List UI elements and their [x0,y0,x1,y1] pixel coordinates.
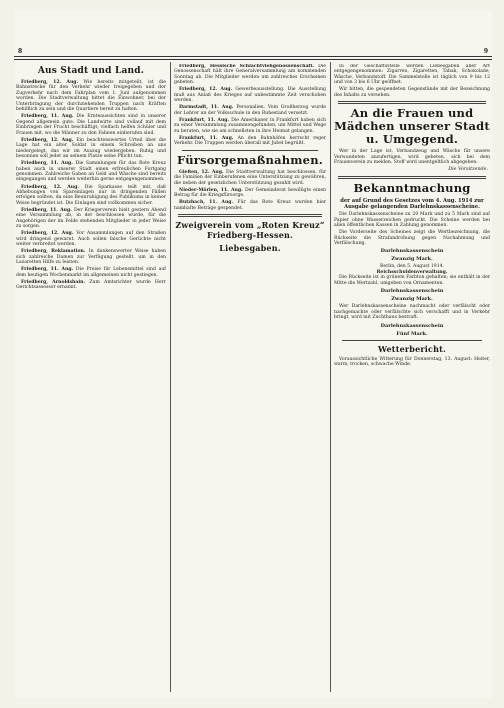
appeal-text: Wer in der Lage ist, Verbandzeug und Wäsche für unsere Verwundeten anzufertigen, wird gebeten, sich bei dem Frauenverein zu melden. Stoff wird unentgeltlich abgegeben. [334,149,490,166]
column-1 [16,64,166,690]
article-text: Die Sparkasse teilt mit, daß Abhebungen von Spareinlagen nur in dringenden Fällen erfolgen sollten, da eine Beunruhigung des Publikums in keiner Weise begründet ist. Die Einlagen sind vollkommen sicher. [16,184,166,206]
note-heading-1: Darlehnskassenschein [380,248,444,255]
article-text: An den Bahnhöfen herrscht reger Verkehr. Die Truppen werden überall mit Jubel begrüßt. [174,135,326,147]
article-lead: Darmstadt, 11. Aug. [179,105,237,111]
welfare-articles [174,170,326,211]
article-text: Der Kriegerverein hielt gestern Abend eine Versammlung ab, in der beschlossen wurde, für die Angehörigen der im Felde stehenden Mitglieder in jeder Weise zu sorgen. [16,207,166,230]
divider [182,150,318,151]
article-text: Ein beachtenswertes Urteil über die Lage hat ein alter Soldat in einem Schreiben an uns niedergelegt, das wir im Auszug wiedergeben. Ruhig und besonnen soll jeder an seinem Platze seine Pflicht tun. [16,137,166,160]
divider [338,176,486,179]
article-lead: Friedberg, 12. Aug. [21,137,77,143]
article-text: Der Gemeinderat bewilligte einen Betrag für die Kriegsfürsorge. [174,187,326,199]
red-cross-subheading: Liebesgaben. [219,243,281,254]
article-paragraph [174,200,326,211]
article-paragraph [174,87,326,103]
article-paragraph [334,304,490,320]
article-paragraph [174,170,326,186]
weather-text: Voraussichtliche Witterung für Donnerstag, 13. August: Heiter, warm, trocken, schwache Winde. [334,356,490,368]
note-heading-2: Darlehnskassenschein [380,288,444,295]
article-paragraph [16,185,166,207]
page-number-left: 8 [18,48,23,55]
appeal-signature: Die Vorsitzende. [448,167,488,173]
article-paragraph [334,87,490,98]
article-text: Vor Ansammlungen auf den Straßen wird dringend gewarnt. Auch sollen falsche Gerüchte nicht weiter verbreitet werden. [16,231,166,248]
article-paragraph [174,64,326,86]
article-paragraph [16,249,166,265]
article-text: Wer Darlehnskassenscheine nachmacht oder verfälscht oder nachgemachte oder verfälschte sich verschafft und in Verkehr bringt, wird mit Zuchthaus bestraft. [334,304,490,321]
article-paragraph [16,114,166,136]
notice-articles-3 [334,304,490,320]
article-paragraph [16,138,166,160]
article-text: Die Rückseite ist in grünem Farbton gehalten; sie enthält in der Mitte die Wertzahl, umgeben von Ornamenten. [334,275,490,286]
article-text: Die Ernteaussichten sind in unserer Gegend allgemein gute. Die Landwirte sind vollauf mit dem Einbringen der Frucht beschäftigt; vielfach helfen Schüler und Frauen mit, wo die Männer zu den Fahnen einberufen sind. [16,114,166,136]
article-text: Die Sammlungen für das Rote Kreuz haben auch in unserer Stadt einen erfreulichen Fortgang genommen. Zahlreiche Gaben an Geld und Wäsche sind bereits eingegangen und werden weiterhin gerne entgegengenommen. [16,161,166,183]
article-text: Die Amerikaner in Frankfurt haben sich zu einer Versammlung zusammengefunden, um Mittel und Wege zu beraten, wie sie am schnellsten in ihre Heimat gelangen. [174,117,326,134]
article-text: In dankenswerter Weise haben sich zahlreiche Damen zur Verfügung gestellt, um in den Lazaretten Hilfe zu leisten. [16,249,166,266]
section-heading-local-news: Aus Stadt und Land. [37,66,145,76]
article-lead: Friedberg, 12. Aug. [179,87,236,93]
notice-articles-2 [334,275,490,286]
article-paragraph [16,208,166,230]
article-paragraph [334,212,490,228]
article-text: Gewerbeausstellung. Die Ausstellung muß aus Anlaß des Krieges auf unbestimmte Zeit verschoben werden. [174,87,326,104]
article-text: Die Darlehnskassenscheine zu 20 Mark und zu 5 Mark sind auf Papier ohne Wasserzeichen gedruckt. Die Scheine werden bei allen öffentlichen Kassen in Zahlung genommen. [334,212,490,229]
note-value-1: Zwanzig Mark. [391,256,433,263]
article-text: Die Vorderseite des Scheines zeigt die Wertbezeichnung, die Rückseite die Strafandrohung gegen Nachahmung und Verfälschung. [334,230,490,246]
article-lead: Friedberg, 11. Aug. [21,161,76,167]
article-lead: Friedberg, Arnoldshain. [21,279,90,285]
article-text: In der Geschäftsstelle werden Liebesgaben aller Art entgegengenommen: Zigarren, Zigaretten, Tabak, Schokolade, Wäsche, Verbandstoff. Die Sammelstelle ist täglich von 9 bis 12 und von 3 bis 6 Uhr geöffnet. [334,64,490,86]
article-lead: Gießen, 12. Aug. [179,169,226,175]
column-2 [174,64,326,690]
article-lead: Friedberg, 11. Aug. [21,114,77,120]
article-lead: Butzbach, 11. Aug. [179,200,238,206]
column-3 [334,64,490,690]
article-text: Die Stadtverwaltung hat beschlossen, für die Familien der Einberufenen eine Unterstützung zu gewähren, die neben der gesetzlichen Unterstützung gezahlt wird. [174,169,326,186]
article-lead: Friedberg, 11. Aug. [21,267,76,273]
article-lead: Friedberg, Reklamation. [21,249,89,255]
note-value-3: Fünf Mark. [396,330,428,337]
article-lead: Friedberg, 12. Aug. [21,184,85,190]
article-text: Für das Rote Kreuz wurden hier namhafte Beträge gespendet. [174,200,326,211]
article-paragraph [174,118,326,134]
column-2-top-articles [174,64,326,147]
article-paragraph [16,231,166,247]
divider [338,101,486,104]
section-heading-welfare: Fürsorgemaßnahmen. [177,152,323,167]
notice-subheading: der auf Grund des Gesetzes vom 4. Aug. 1914 zur Ausgabe gelangenden Darlehnskassenscheine. [340,197,484,210]
article-paragraph [174,188,326,199]
article-lead: Friedberg, Hessische Schlachtviehgenossenschaft. [179,64,319,69]
article-paragraph [16,80,166,113]
divider [178,214,322,217]
note-value-2: Zwanzig Mark. [391,296,433,303]
column-rule-2 [330,62,331,692]
article-lead: Frankfurt, 11. Aug. [179,117,232,123]
column-rule-1 [170,62,171,692]
article-text: Zum Amtsrichter wurde Herr Gerichtsassessor ernannt. [16,279,166,291]
column-3-top-articles [334,64,490,98]
article-paragraph [334,64,490,86]
newspaper-page [14,10,492,698]
article-paragraph [16,267,166,278]
appeal-heading: An die Frauen und Mädchen unserer Stadt u. Umgegend. [334,106,490,147]
red-cross-heading: Zweigverein vom „Roten Kreuz“ Friedberg-Hessen. [175,220,325,241]
article-paragraph [174,105,326,116]
article-text: Wir bitten, die gespendeten Gegenstände mit der Bezeichnung des Inhalts zu versehen. [334,87,490,98]
weather-heading: Wetterbericht. [377,343,447,354]
local-news-list [16,80,166,291]
article-paragraph [334,275,490,286]
note-line: Berlin, den 5. August 1914. [379,264,445,270]
note-line-2: Reichsschuldenverwaltung. [376,269,448,275]
article-lead: Friedberg, 12. Aug. [21,231,77,237]
divider [342,340,482,341]
article-lead: Nieder-Mörlen, 11. Aug. [179,187,245,193]
note-heading-3: Darlehnskassenschein [380,322,444,329]
article-paragraph [16,280,166,291]
article-paragraph [16,161,166,183]
article-lead: Friedberg, 11. Aug. [21,207,74,213]
article-text: Wie bereits mitgeteilt, ist die Bahnstrecke für den Verkehr wieder freigegeben und der Zugverkehr nach dem Fahrplan vom 1. Juni aufgenommen worden. Die Stadtverwaltung bittet die Einwohner, bei der Unterbringung der durchziehenden Truppen nach Kräften behilflich zu sein und die Quartiere bereit zu halten. [16,80,166,113]
article-lead: Frankfurt, 11. Aug. [179,135,238,141]
article-lead: Friedberg, 12. Aug. [21,80,84,85]
article-text: Die Genossenschaft hält ihre Generalversammlung am kommenden Sonntag ab. Die Mitglieder werden um zahlreiches Erscheinen gebeten. [174,64,326,86]
page-number-right: 9 [483,48,488,55]
notice-heading: Bekanntmachung [353,180,471,195]
header-rule [14,56,492,60]
article-text: Die Preise für Lebensmittel sind auf dem heutigen Wochenmarkt im allgemeinen nicht gestiegen. [16,267,166,278]
article-text: Personalien. Vom Großherzog wurde der Lehrer an der Volksschule in den Ruhestand versetzt. [174,105,326,116]
notice-articles [334,212,490,246]
article-paragraph [334,230,490,246]
article-paragraph [174,136,326,147]
